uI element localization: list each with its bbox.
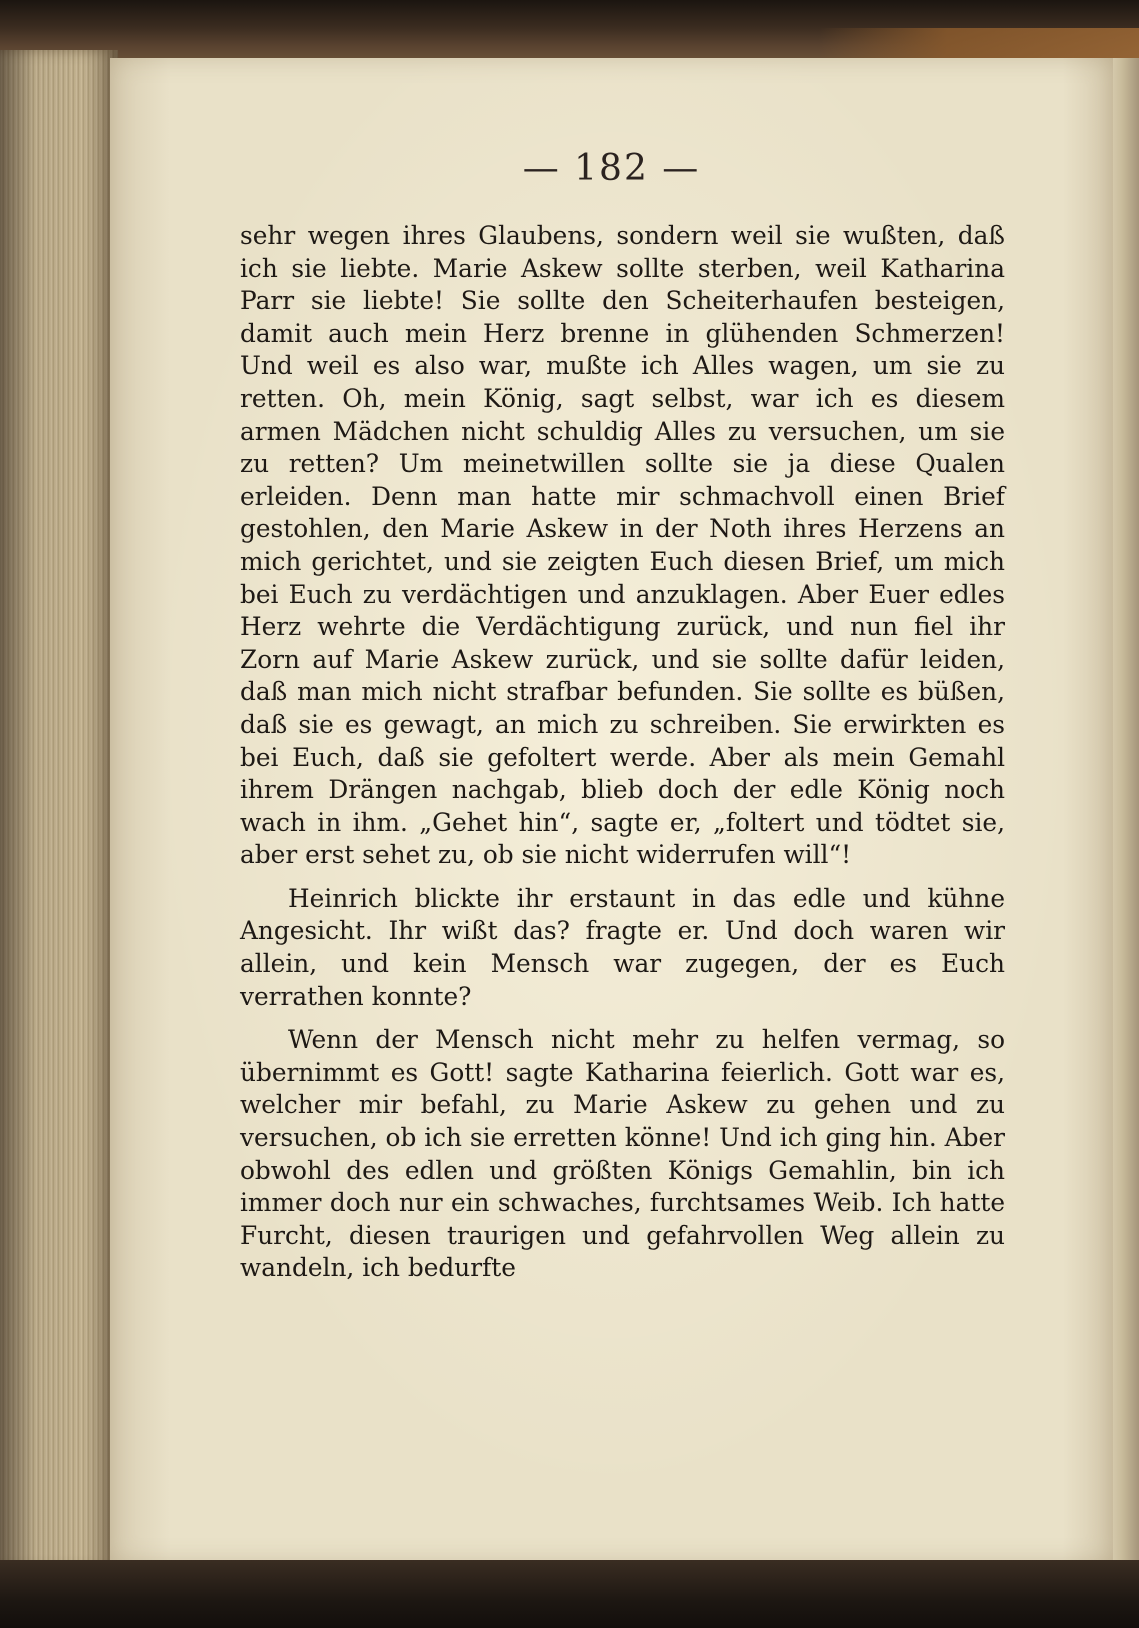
paragraph-3: Wenn der Mensch nicht mehr zu helfen vermag, so übernimmt es Gott! sagte Katharina feierlich. Gott war es, welcher mir befahl, zu Marie Askew zu gehen und zu versuchen, ob ich sie erretten könne! Und ich ging hin. Aber obwohl des edlen und größten Königs Gemahlin, bin ich immer doch nur ein schwaches, furchtsames Weib. Ich hatte Furcht, diesen traurigen und gefahrvollen Weg allein zu wandeln, ich bedurfte bbox=[240, 1025, 1005, 1283]
page-stack-left bbox=[0, 50, 118, 1570]
page-number: — 182 — bbox=[522, 148, 701, 189]
book-bottom-edge bbox=[0, 1560, 1139, 1628]
paragraph-1: sehr wegen ihres Glaubens, sondern weil sie wußten, daß ich sie liebte. Marie Askew sollte sterben, weil Katharina Parr sie liebte! Sie sollte den Scheiterhaufen besteigen, damit auch mein Herz brenne in glühenden Schmerzen! Und weil es also war, mußte ich Alles wagen, um sie zu retten. Oh, mein König, sagt selbst, war ich es diesem armen Mädchen nicht schuldig Alles zu versuchen, um sie zu retten? Um meinetwillen sollte sie ja diese Qualen erleiden. Denn man hatte mir schmachvoll einen Brief gestohlen, den Marie Askew in der Noth ihres Herzens an mich gerichtet, und sie zeigten Euch diesen Brief, um mich bei Euch zu verdächtigen und anzuklagen. Aber Euer edles Herz wehrte die Verdächtigung zurück, und nun fiel ihr Zorn auf Marie Askew zurück, und sie sollte dafür leiden, daß man mich nicht strafbar befunden. Sie sollte es büßen, daß sie es gewagt, an mich zu schreiben. Sie erwirkten es bei Euch, daß sie gefoltert werde. Aber als mein Gemahl ihrem Drängen nachgab, blieb doch der edle König noch wach in ihm. „Gehet hin“, sagte er, „foltert und tödtet sie, aber erst sehet zu, ob sie nicht widerrufen will“! bbox=[240, 221, 1005, 870]
page-stack-right bbox=[1110, 58, 1139, 1563]
paragraph-2: Heinrich blickte ihr erstaunt in das edle und kühne Angesicht. Ihr wißt das? fragte er. Und doch waren wir allein, und kein Mensch war zugegen, der es Euch verrathen konnte? bbox=[240, 883, 1005, 1011]
binding-highlight bbox=[819, 28, 1139, 58]
page-body bbox=[240, 220, 1005, 1285]
book-page bbox=[110, 58, 1113, 1563]
book-top-edge bbox=[0, 0, 1139, 62]
